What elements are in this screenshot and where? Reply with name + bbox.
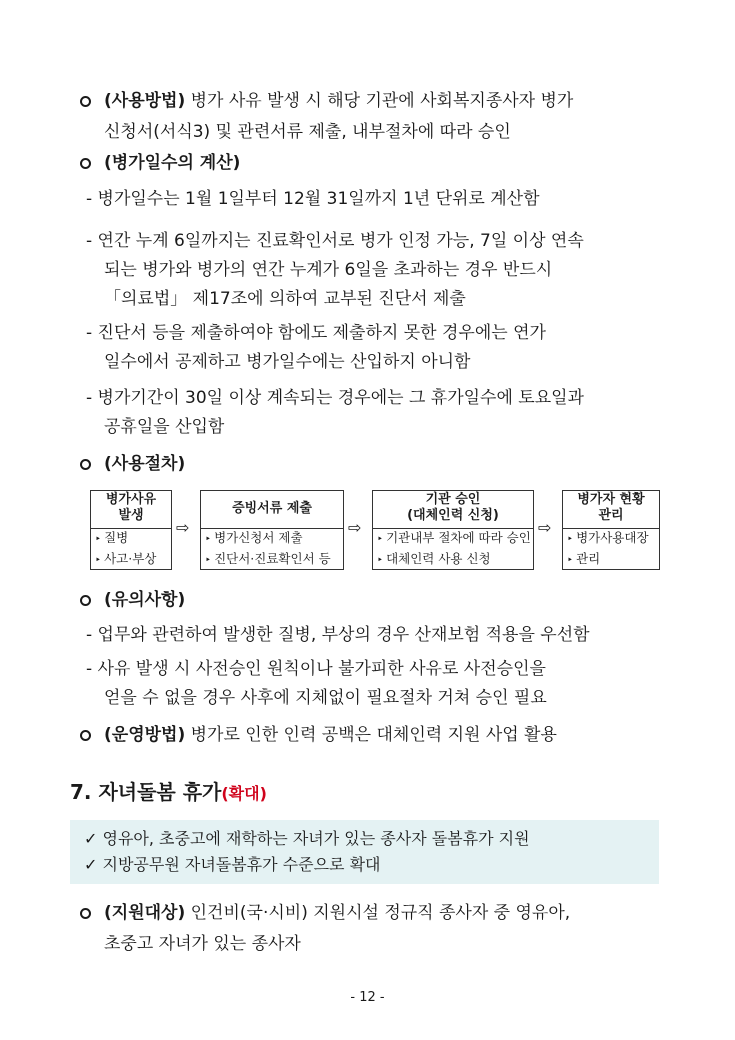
flow-step-items: ‣ 병가신청서 제출 ‣ 진단서·진료확인서 등 <box>201 528 343 569</box>
circle-bullet-icon <box>80 908 91 919</box>
expansion-tag: (확대) <box>221 784 267 803</box>
page-number: - 12 - <box>350 990 385 1005</box>
flow-step-title: 기관 승인 (대체인력 신청) <box>373 491 533 529</box>
flow-step-title: 병가자 현황 관리 <box>563 491 659 529</box>
dash-item-5: - 업무와 관련하여 발생한 질병, 부상의 경우 산재보험 적용을 우선함 <box>86 625 590 645</box>
flow-step-occurrence <box>90 490 172 570</box>
flow-step-documents <box>200 490 344 570</box>
sick-days-calc-heading: (병가일수의 계산) <box>104 153 241 173</box>
dash-item-6-line2: 얻을 수 없을 경우 사후에 지체없이 필요절차 거쳐 승인 필요 <box>104 688 547 708</box>
notes-heading: (유의사항) <box>104 590 186 610</box>
eligibility-text1: 인건비(국·시비) 지원시설 정규직 종사자 중 영유아, <box>185 903 571 923</box>
usage-method-line1 <box>104 89 573 113</box>
flow-step-title: 증빙서류 제출 <box>201 491 343 529</box>
eligibility-line2: 초중고 자녀가 있는 종사자 <box>104 934 301 954</box>
dash-item-1: - 병가일수는 1월 1일부터 12월 31일까지 1년 단위로 계산함 <box>86 189 540 209</box>
operation-method-text: 병가로 인한 인력 공백은 대체인력 지원 사업 활용 <box>185 725 557 745</box>
right-arrow-icon: ⇨ <box>348 518 362 537</box>
dash-item-4-line1: - 병가기간이 30일 이상 계속되는 경우에는 그 휴가일수에 토요일과 <box>86 388 584 408</box>
dash-item-4-line2: 공휴일을 산입함 <box>104 417 225 437</box>
right-arrow-icon: ⇨ <box>176 518 190 537</box>
circle-bullet-icon <box>80 158 91 169</box>
flow-step-items: ‣ 기관내부 절차에 따라 승인 ‣ 대체인력 사용 신청 <box>373 528 533 569</box>
dash-item-6-line1: - 사유 발생 시 사전승인 원칙이나 불가피한 사유로 사전승인을 <box>86 659 546 679</box>
summary-check-1: ✓ 영유아, 초중고에 재학하는 자녀가 있는 종사자 돌봄휴가 지원 <box>84 829 530 848</box>
usage-method-line2: 신청서(서식3) 및 관련서류 제출, 내부절차에 따라 승인 <box>104 122 511 142</box>
operation-method-line <box>104 723 557 747</box>
dash-item-3-line1: - 진단서 등을 제출하여야 함에도 제출하지 못한 경우에는 연가 <box>86 323 546 343</box>
procedure-heading: (사용절차) <box>104 454 186 474</box>
dash-item-3-line2: 일수에서 공제하고 병가일수에는 산입하지 아니함 <box>104 352 471 372</box>
operation-method-heading: (운영방법) <box>104 725 186 745</box>
flow-step-approval <box>372 490 534 570</box>
dash-item-2-line2: 되는 병가와 병가의 연간 누계가 6일을 초과하는 경우 반드시 <box>104 260 553 280</box>
section-title <box>70 776 267 805</box>
dash-item-2-line3: 「의료법」 제17조에 의하여 교부된 진단서 제출 <box>104 289 466 309</box>
circle-bullet-icon <box>80 730 91 741</box>
summary-check-2: ✓ 지방공무원 자녀돌봄휴가 수준으로 확대 <box>84 855 381 874</box>
circle-bullet-icon <box>80 96 91 107</box>
dash-item-2-line1: - 연간 누계 6일까지는 진료확인서로 병가 인정 가능, 7일 이상 연속 <box>86 231 584 251</box>
usage-method-heading: (사용방법) <box>104 91 186 111</box>
flow-step-title: 병가사유 발생 <box>91 491 171 529</box>
right-arrow-icon: ⇨ <box>538 518 552 537</box>
circle-bullet-icon <box>80 459 91 470</box>
usage-method-text1: 병가 사유 발생 시 해당 기관에 사회복지종사자 병가 <box>185 91 574 111</box>
flow-step-management <box>562 490 660 570</box>
eligibility-line1 <box>104 901 570 925</box>
flow-step-items: ‣ 병가사용대장 ‣ 관리 <box>563 528 659 569</box>
section-title-text: 7. 자녀돌봄 휴가 <box>70 780 222 804</box>
circle-bullet-icon <box>80 595 91 606</box>
eligibility-heading: (지원대상) <box>104 903 186 923</box>
flow-step-items: ‣ 질병 ‣ 사고·부상 <box>91 528 171 569</box>
